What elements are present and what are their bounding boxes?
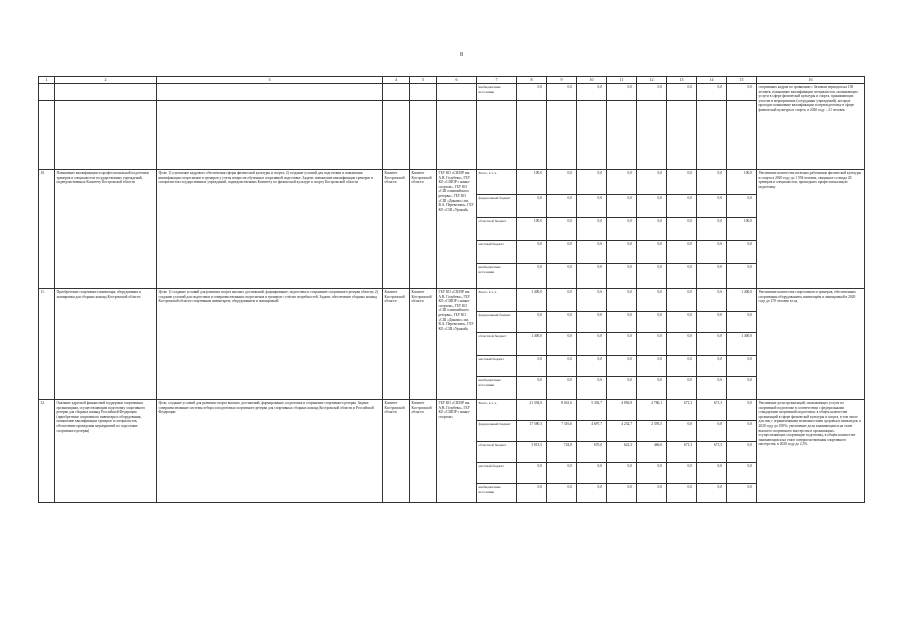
- source-cell: местный бюджет: [477, 463, 517, 484]
- value-cell: 0,0: [667, 170, 697, 195]
- value-cell: 0,0: [637, 264, 667, 289]
- value-cell: 0,0: [727, 484, 757, 503]
- value-cell: 0,0: [577, 333, 607, 356]
- source-cell: внебюджетные источники: [477, 377, 517, 400]
- value-cell: 0,0: [547, 170, 577, 195]
- result-cell: спортивных кадров по сравнению с базовым периодом на 150 человек, повышение квалификации специалистов, оказывающих услуги в сфере физической культуры и спорта, принимающих участие в мероприятиях (сотрудники учреждений), которые проходят повышение квалификации и переподготовку в сфере физической культуры и спорта, в 2020 году – 21 человек: [757, 84, 865, 170]
- value-cell: 0,0: [637, 356, 667, 377]
- value-cell: 0,0: [697, 463, 727, 484]
- column-header: 13: [667, 77, 697, 84]
- row-number: 12.: [39, 400, 55, 503]
- value-cell: 0,0: [667, 241, 697, 264]
- column-header: 6: [437, 77, 477, 84]
- value-cell: 0,0: [637, 312, 667, 333]
- value-cell: 0,0: [577, 170, 607, 195]
- value-cell: 0,0: [697, 356, 727, 377]
- value-cell: 1 400,0: [727, 289, 757, 312]
- value-cell: 0,0: [607, 377, 637, 400]
- column-header: 2: [55, 77, 157, 84]
- source-cell: местный бюджет: [477, 356, 517, 377]
- value-cell: 1 400,0: [517, 333, 547, 356]
- value-cell: 671,3: [667, 400, 697, 421]
- value-cell: 0,0: [577, 264, 607, 289]
- value-cell: 0,0: [667, 421, 697, 442]
- value-cell: 100,0: [517, 170, 547, 195]
- participants-cell: ГБУ КО «СШОР им. А.В. Голубева», ГБУ КО «СШОР с конно-спортом», ГБУ КО «СШ олимпийского резерва», ГБУ КО «СШ «Динамо» им. В.А. Перевозова», ГБУ КО «СШ «Урожай»: [437, 170, 477, 289]
- column-header: 3: [157, 77, 383, 84]
- goal-cell: Цель: создание условий для развития спорта высших достижений, формирование, подготовка и сохранение спортивного резерва. Задачи: совершенствование системы отбора и подготовки спортивного резерва для спортивных сборных команд Костромской области и Российской Федерации: [157, 400, 383, 503]
- source-cell: Всего, в т. ч.: [477, 289, 517, 312]
- source-cell: Всего, в т. ч.: [477, 170, 517, 195]
- value-cell: 466,6: [637, 442, 667, 463]
- header-row: [39, 77, 865, 84]
- customer-cell: Комитет Костромской области: [383, 400, 410, 503]
- value-cell: 0,0: [727, 356, 757, 377]
- value-cell: 2 786,1: [637, 400, 667, 421]
- source-cell: областной бюджет: [477, 442, 517, 463]
- value-cell: 100,0: [727, 170, 757, 195]
- value-cell: 0,0: [577, 463, 607, 484]
- source-cell: областной бюджет: [477, 333, 517, 356]
- value-cell: 0,0: [727, 377, 757, 400]
- result-cell: Увеличение количества спортсменов и тренеров, обеспеченных спортивным оборудованием, инвентарём и экипировкой в 2020 году до 270 человек в год: [757, 289, 865, 400]
- customer-cell: Комитет Костромской области: [383, 289, 410, 400]
- column-header: 10: [577, 77, 607, 84]
- result-cell: Увеличение количества штатных работников физической культуры и спорта в 2020 году до 1 594 человек, связанное со ввода 20 тренеров и специалистов, прошедших профессиональную подготовку: [757, 170, 865, 289]
- value-cell: 0,0: [637, 333, 667, 356]
- value-cell: 1 400,0: [517, 289, 547, 312]
- value-cell: 0,0: [607, 218, 637, 241]
- source-cell: областной бюджет: [477, 218, 517, 241]
- value-cell: 100,0: [727, 218, 757, 241]
- value-cell: 0,0: [577, 312, 607, 333]
- value-cell: 0,0: [667, 463, 697, 484]
- participants-cell: ГБУ КО «СШОР им. А.В. Голубева», ГБУ КО «СШОР с конно-спортом», ГБУ КО «СШ олимпийского резерва», ГБУ КО «СШ «Динамо» им. В.А. Перевозова», ГБУ КО «СШ «Урожай»: [437, 289, 477, 400]
- value-cell: 0,0: [697, 333, 727, 356]
- goal-cell: Цели: 1) создание условий для развития спорта высших достижений, формирование, подготовка и сохранение спортивного резерва области; 2) создание условий для подготовки и совершенствования спортсменов и тренеров с учётом потребностей. Задачи: обеспечение сборных команд Костромской области спортивным инвентарем, оборудованием и экипировкой: [157, 289, 383, 400]
- value-cell: 0,0: [607, 170, 637, 195]
- source-cell: федеральный бюджет: [477, 421, 517, 442]
- row-number: 10.: [39, 170, 55, 289]
- value-cell: 0,0: [697, 421, 727, 442]
- goal-cell: Цели: 1) улучшение кадрового обеспечения сферы физической культуры и спорта; 2) создание условий для подготовки и повышения квалификации спортсменов и тренеров у учеты вопросов обучения в спортивной подготовке. Задачи: повышение квалификации тренеров и специалистов государственных учреждений, подведомственных Комитету по физической культуре и спорту Костромской области: [157, 170, 383, 289]
- column-header: 16: [757, 77, 865, 84]
- table-row: [39, 400, 865, 421]
- column-header: 15: [727, 77, 757, 84]
- column-header: 4: [383, 77, 410, 84]
- value-cell: 0,0: [607, 484, 637, 503]
- executor-cell: Комитет Костромской области: [410, 289, 437, 400]
- column-header: 11: [607, 77, 637, 84]
- value-cell: 0,0: [547, 218, 577, 241]
- value-cell: 0,0: [547, 484, 577, 503]
- value-cell: 0,0: [697, 170, 727, 195]
- value-cell: 0,0: [607, 289, 637, 312]
- value-cell: 0,0: [667, 312, 697, 333]
- event-name: Оказание адресной финансовой поддержки спортивным организациям, осуществляющим подготовку спортивного резерва для сборных команд Российской Федерации (приобретение спортивного инвентаря и оборудования, повышение квалификации тренеров и специалистов, обеспечение проведения мероприятий по подготовке спортивного резерва): [55, 400, 157, 503]
- value-cell: 0,0: [727, 241, 757, 264]
- column-header: 9: [547, 77, 577, 84]
- value-cell: 7 316,6: [547, 421, 577, 442]
- value-cell: 0,0: [607, 356, 637, 377]
- source-cell: внебюджетные источники: [477, 264, 517, 289]
- value-cell: 8 041,6: [547, 400, 577, 421]
- value-cell: 0,0: [667, 289, 697, 312]
- table-row: [39, 84, 865, 101]
- value-cell: 0,0: [697, 312, 727, 333]
- column-header: 7: [477, 77, 517, 84]
- value-cell: 3 813,5: [517, 442, 547, 463]
- value-cell: 0,0: [727, 264, 757, 289]
- value-cell: 0,0: [517, 377, 547, 400]
- value-cell: 0,0: [607, 84, 637, 101]
- value-cell: 0,0: [697, 377, 727, 400]
- value-cell: 0,0: [697, 218, 727, 241]
- table-row: [39, 101, 865, 170]
- source-cell: внебюджетные источники: [477, 84, 517, 101]
- value-cell: 0,0: [577, 289, 607, 312]
- value-cell: 21 394,0: [517, 400, 547, 421]
- value-cell: 0,0: [697, 264, 727, 289]
- value-cell: 2 395,5: [637, 421, 667, 442]
- column-header: 5: [410, 77, 437, 84]
- value-cell: 0,0: [637, 170, 667, 195]
- value-cell: 0,0: [547, 333, 577, 356]
- value-cell: 0,0: [547, 289, 577, 312]
- value-cell: 0,0: [727, 463, 757, 484]
- source-cell: местный бюджет: [477, 241, 517, 264]
- value-cell: 0,0: [517, 484, 547, 503]
- value-cell: 0,0: [607, 195, 637, 218]
- value-cell: 1 400,0: [727, 333, 757, 356]
- value-cell: 0,0: [697, 84, 727, 101]
- value-cell: 5 302,7: [577, 400, 607, 421]
- value-cell: 0,0: [727, 84, 757, 101]
- value-cell: 0,0: [577, 377, 607, 400]
- participants-cell: ГБУ КО «СШОР им. А.В. Голубева», ГБУ КО «СШОР с конно-спортом»: [437, 400, 477, 503]
- value-cell: 0,0: [637, 195, 667, 218]
- value-cell: 0,0: [577, 218, 607, 241]
- value-cell: 0,0: [637, 463, 667, 484]
- value-cell: 0,0: [727, 421, 757, 442]
- value-cell: 0,0: [637, 484, 667, 503]
- event-name: Повышение квалификации и профессиональной подготовки тренеров и специалистов государственных учреждений, подведомственных Комитету Костромской области: [55, 170, 157, 289]
- value-cell: 0,0: [577, 356, 607, 377]
- value-cell: 0,0: [667, 356, 697, 377]
- column-header: 1: [39, 77, 55, 84]
- value-cell: 0,0: [727, 442, 757, 463]
- value-cell: 0,0: [517, 356, 547, 377]
- value-cell: 671,3: [667, 442, 697, 463]
- column-header: 12: [637, 77, 667, 84]
- value-cell: 0,0: [697, 195, 727, 218]
- executor-cell: Комитет Костромской области: [410, 400, 437, 503]
- source-cell: федеральный бюджет: [477, 312, 517, 333]
- column-header: 14: [697, 77, 727, 84]
- value-cell: 0,0: [547, 264, 577, 289]
- value-cell: 0,0: [607, 312, 637, 333]
- value-cell: 0,0: [667, 84, 697, 101]
- value-cell: 0,0: [637, 289, 667, 312]
- value-cell: 17 580,3: [517, 421, 547, 442]
- source-cell: федеральный бюджет: [477, 195, 517, 218]
- value-cell: 0,0: [577, 484, 607, 503]
- value-cell: 0,0: [727, 312, 757, 333]
- value-cell: 724,8: [547, 442, 577, 463]
- table-row: [39, 289, 865, 312]
- value-cell: 0,0: [547, 195, 577, 218]
- value-cell: 671,3: [697, 442, 727, 463]
- value-cell: 0,0: [637, 241, 667, 264]
- value-cell: 0,0: [517, 84, 547, 101]
- value-cell: 0,0: [607, 333, 637, 356]
- table-row: [39, 170, 865, 195]
- value-cell: 0,0: [637, 377, 667, 400]
- value-cell: 0,0: [517, 312, 547, 333]
- event-name: Приобретение спортивного инвентаря, оборудования и экипировки для сборных команд Костромской области: [55, 289, 157, 400]
- value-cell: 0,0: [517, 463, 547, 484]
- value-cell: 0,0: [607, 241, 637, 264]
- value-cell: 0,0: [607, 264, 637, 289]
- value-cell: 0,0: [637, 84, 667, 101]
- program-table: [38, 76, 865, 503]
- result-cell: Увеличение доли организаций, оказывающих услуги по спортивной подготовке в соответствии с федеральными стандартами спортивной подготовки, в общем количестве организаций в сфере физической культуры и спорта, в том числе для лиц с ограниченными возможностями здоровья и инвалидов, в 2020 году до 100%; увеличение доли занимающихся на этапе высшего спортивного мастерства в организациях, осуществляющих спортивную подготовку, в общем количестве занимающихся на этапе совершенствования спортивного мастерства, в 2020 году до 2,3%: [757, 400, 865, 503]
- value-cell: 0,0: [547, 463, 577, 484]
- value-cell: 0,0: [517, 241, 547, 264]
- value-cell: 0,0: [577, 241, 607, 264]
- value-cell: 0,0: [697, 484, 727, 503]
- value-cell: 0,0: [697, 241, 727, 264]
- value-cell: 0,0: [667, 333, 697, 356]
- value-cell: 4 232,7: [607, 421, 637, 442]
- value-cell: 0,0: [727, 400, 757, 421]
- value-cell: 670,0: [577, 442, 607, 463]
- value-cell: 622,3: [607, 442, 637, 463]
- value-cell: 0,0: [637, 218, 667, 241]
- column-header: 8: [517, 77, 547, 84]
- value-cell: 0,0: [547, 241, 577, 264]
- executor-cell: Комитет Костромской области: [410, 170, 437, 289]
- value-cell: 671,3: [697, 400, 727, 421]
- value-cell: 0,0: [547, 312, 577, 333]
- value-cell: 0,0: [667, 484, 697, 503]
- row-number: 11.: [39, 289, 55, 400]
- value-cell: 0,0: [547, 377, 577, 400]
- value-cell: 0,0: [517, 264, 547, 289]
- customer-cell: Комитет Костромской области: [383, 170, 410, 289]
- value-cell: 0,0: [577, 84, 607, 101]
- value-cell: 0,0: [547, 84, 577, 101]
- value-cell: 0,0: [727, 195, 757, 218]
- value-cell: 0,0: [517, 195, 547, 218]
- source-cell: внебюджетные источники: [477, 484, 517, 503]
- value-cell: 0,0: [697, 289, 727, 312]
- value-cell: 0,0: [667, 218, 697, 241]
- value-cell: 100,0: [517, 218, 547, 241]
- value-cell: 0,0: [607, 463, 637, 484]
- value-cell: 4 697,7: [577, 421, 607, 442]
- value-cell: 0,0: [547, 356, 577, 377]
- source-cell: Всего, в т. ч.: [477, 400, 517, 421]
- value-cell: 0,0: [577, 195, 607, 218]
- value-cell: 0,0: [667, 264, 697, 289]
- value-cell: 4 856,8: [607, 400, 637, 421]
- value-cell: 0,0: [667, 377, 697, 400]
- value-cell: 0,0: [667, 195, 697, 218]
- page-number: 8: [460, 52, 463, 58]
